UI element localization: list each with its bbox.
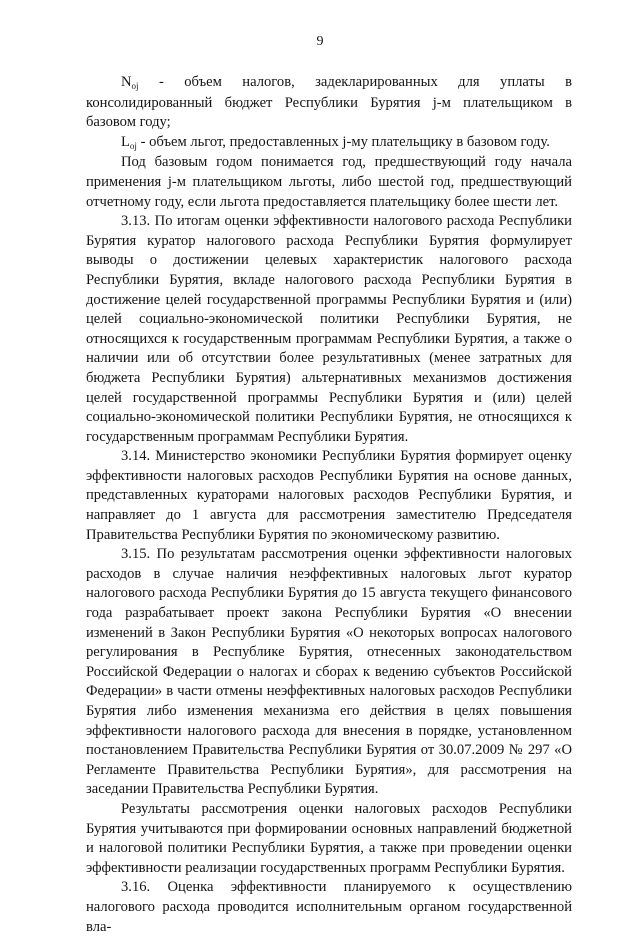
subscript-l: oj: [129, 140, 137, 151]
paragraph-3-16: 3.16. Оценка эффективности планируемого к осуществлению налогового расхода проводится исполнительным органом государственной вла-: [86, 879, 572, 935]
definition-n-text: - объем налогов, задекларированных для уплаты в консолидированный бюджет Республики Бурятия j-м плательщиком в базовом году;: [86, 74, 572, 131]
symbol-l: L: [121, 133, 130, 150]
paragraph-base-year: Под базовым годом понимается год, предшествующий году начала применения j-м плательщиком льготы, либо шестой год, предшествующий отчетному году, если льгота предоставляется плательщику более шести лет.: [86, 154, 572, 210]
definition-l: [86, 133, 572, 154]
definition-l-text: - объем льгот, предоставленных j-му плательщику в базовом году.: [136, 133, 550, 150]
definition-n: [86, 73, 572, 133]
subscript-n: oj: [131, 81, 139, 91]
paragraph-3-15: 3.15. По результатам рассмотрения оценки эффективности налоговых расходов в случае наличия неэффективных налоговых льгот куратор налогового расхода Республики Бурятия до 15 августа текущего финансового года разрабатывает проект закона Республики Бурятия «О внесении изменений в Закон Республики Бурятия «О некоторых вопросах налогового регулирования в Республике Бурятия, отнесенных законодательством Российской Федерации о налогах и сборах к ведению субъектов Российской Федерации» в части отмены неэффективных налоговых расходов Республики Бурятия либо изменения механизма его действия в целях повышения эффективности налогового расхода для внесения в порядке, установленном постановлением Правительства Республики Бурятия от 30.07.2009 № 297 «О Регламенте Правительства Республики Бурятия», для рассмотрения на заседании Правительства Республики Бурятия.: [86, 546, 572, 798]
symbol-n: N: [121, 74, 132, 90]
paragraph-3-13: 3.13. По итогам оценки эффективности налогового расхода Республики Бурятия куратор налогового расхода Республики Бурятия формулирует выводы о достижении целевых характеристик налогового расхода Республики Бурятия, вкладе налогового расхода Республики Бурятия в достижение целей государственной программы Республики Бурятия и (или) целей социально-экономической политики Республики Бурятия, не относящихся к государственным программам Республики Бурятия, а также о наличии или об отсутствии более результативных (менее затратных для бюджета Республики Бурятия) альтернативных механизмов достижения целей государственной программы Республики Бурятия и (или) целей социально-экономической политики Республики Бурятия, не относящихся к государственным программам Республики Бурятия.: [86, 213, 572, 445]
paragraph-3-14: 3.14. Министерство экономики Республики Бурятия формирует оценку эффективности налоговых расходов Республики Бурятия на основе данных, представленных кураторами налоговых расходов Республики Бурятия, и направляет до 1 августа для рассмотрения заместителю Председателя Правительства Республики Бурятия по экономическому развитию.: [86, 448, 572, 543]
paragraph-results: Результаты рассмотрения оценки налоговых расходов Республики Бурятия учитываются при формировании основных направлений бюджетной и налоговой политики Республики Бурятия, а также при проведении оценки эффективности реализации государственных программ Республики Бурятия.: [86, 800, 572, 876]
document-body: [86, 73, 572, 937]
page-number: 9: [316, 34, 324, 49]
